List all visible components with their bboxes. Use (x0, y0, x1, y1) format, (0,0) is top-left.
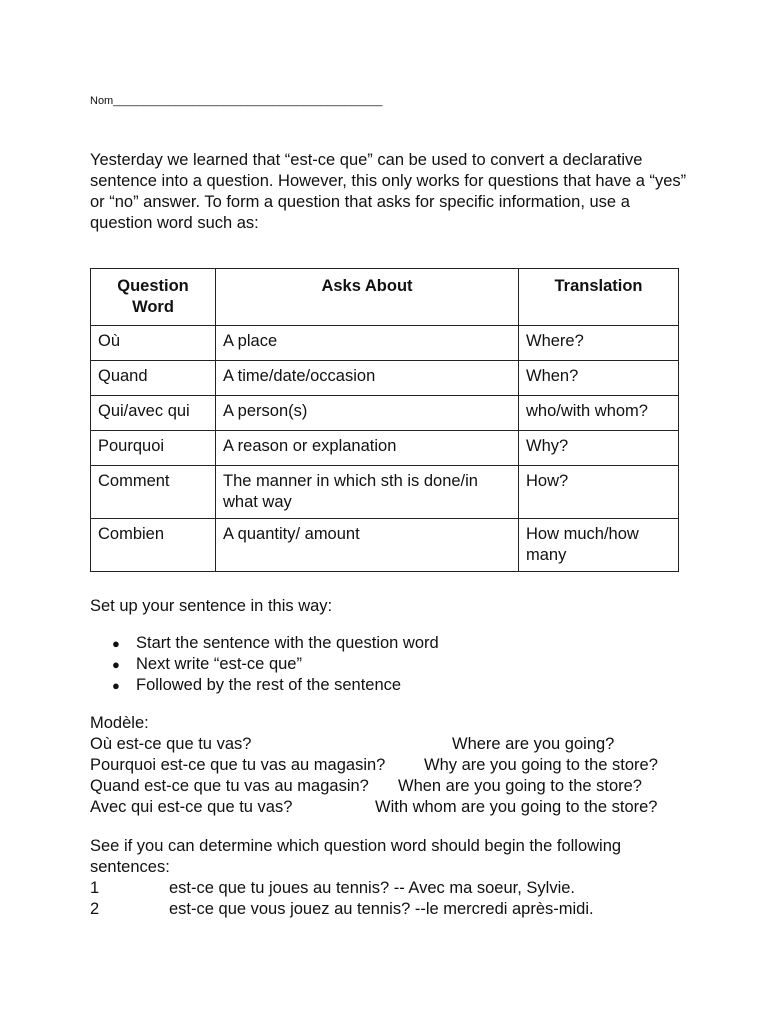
translation-cell: How? (519, 466, 679, 519)
model-row (90, 734, 710, 755)
asks-about-cell: A place (216, 326, 519, 361)
translation-cell: who/with whom? (519, 396, 679, 431)
exercise-number: 2 (90, 900, 100, 918)
asks-about-cell: A person(s) (216, 396, 519, 431)
step-text: Start the sentence with the question word (136, 634, 439, 652)
table-row (91, 466, 679, 519)
model-row (90, 776, 710, 797)
translation-cell: When? (519, 361, 679, 396)
exercise-sentence: est-ce que vous jouez au tennis? --le mercredi après-midi. (169, 900, 594, 918)
intro-paragraph: Yesterday we learned that “est-ce que” can be used to convert a declarative sentence into a question. However, this only works for questions that have a “yes” or “no” answer. To form a question that asks for specific information, use a question word such as: (90, 151, 687, 232)
question-word-cell: Combien (91, 519, 216, 572)
asks-about-cell: A time/date/occasion (216, 361, 519, 396)
table-row (91, 431, 679, 466)
setup-instruction: Set up your sentence in this way: (90, 597, 333, 615)
translation-cell: How much/how many (519, 519, 679, 572)
list-item (90, 675, 439, 696)
table-row (91, 326, 679, 361)
translation-cell: Where? (519, 326, 679, 361)
translation-cell: Why? (519, 431, 679, 466)
model-english: When are you going to the store? (398, 777, 642, 795)
question-word-cell: Comment (91, 466, 216, 519)
table-header-row (91, 269, 679, 326)
model-row (90, 797, 710, 818)
model-section (90, 713, 710, 818)
exercise-sentence: est-ce que tu joues au tennis? -- Avec ma soeur, Sylvie. (169, 879, 575, 897)
model-french: Où est-ce que tu vas? (90, 735, 252, 753)
model-english: Where are you going? (452, 735, 615, 753)
steps-list (90, 633, 439, 696)
bullet-icon: ● (112, 657, 120, 672)
list-item (90, 633, 439, 654)
table-row (91, 519, 679, 572)
question-word-cell: Où (91, 326, 216, 361)
question-word-table (90, 268, 679, 572)
model-french: Avec qui est-ce que tu vas? (90, 798, 293, 816)
exercise-instructions: See if you can determine which question word should begin the following sentences: (90, 837, 622, 876)
header-asks-about: Asks About (216, 269, 519, 326)
model-row (90, 755, 710, 776)
question-word-cell: Pourquoi (91, 431, 216, 466)
list-item (90, 654, 439, 675)
model-english: Why are you going to the store? (424, 756, 658, 774)
question-word-cell: Qui/avec qui (91, 396, 216, 431)
asks-about-cell: A quantity/ amount (216, 519, 519, 572)
asks-about-cell: A reason or explanation (216, 431, 519, 466)
table-row (91, 396, 679, 431)
step-text: Followed by the rest of the sentence (136, 676, 402, 694)
header-translation: Translation (519, 269, 679, 326)
question-word-cell: Quand (91, 361, 216, 396)
model-french: Quand est-ce que tu vas au magasin? (90, 777, 369, 795)
exercise-number: 1 (90, 879, 100, 897)
model-french: Pourquoi est-ce que tu vas au magasin? (90, 756, 386, 774)
header-question-word: Question Word (91, 269, 216, 326)
table-row (91, 361, 679, 396)
model-english: With whom are you going to the store? (375, 798, 658, 816)
step-text: Next write “est-ce que” (136, 655, 302, 673)
model-label: Modèle: (90, 714, 149, 732)
name-line: Nom____________________________________________ (90, 95, 383, 107)
bullet-icon: ● (112, 636, 120, 651)
asks-about-cell: The manner in which sth is done/in what way (216, 466, 519, 519)
bullet-icon: ● (112, 678, 120, 693)
